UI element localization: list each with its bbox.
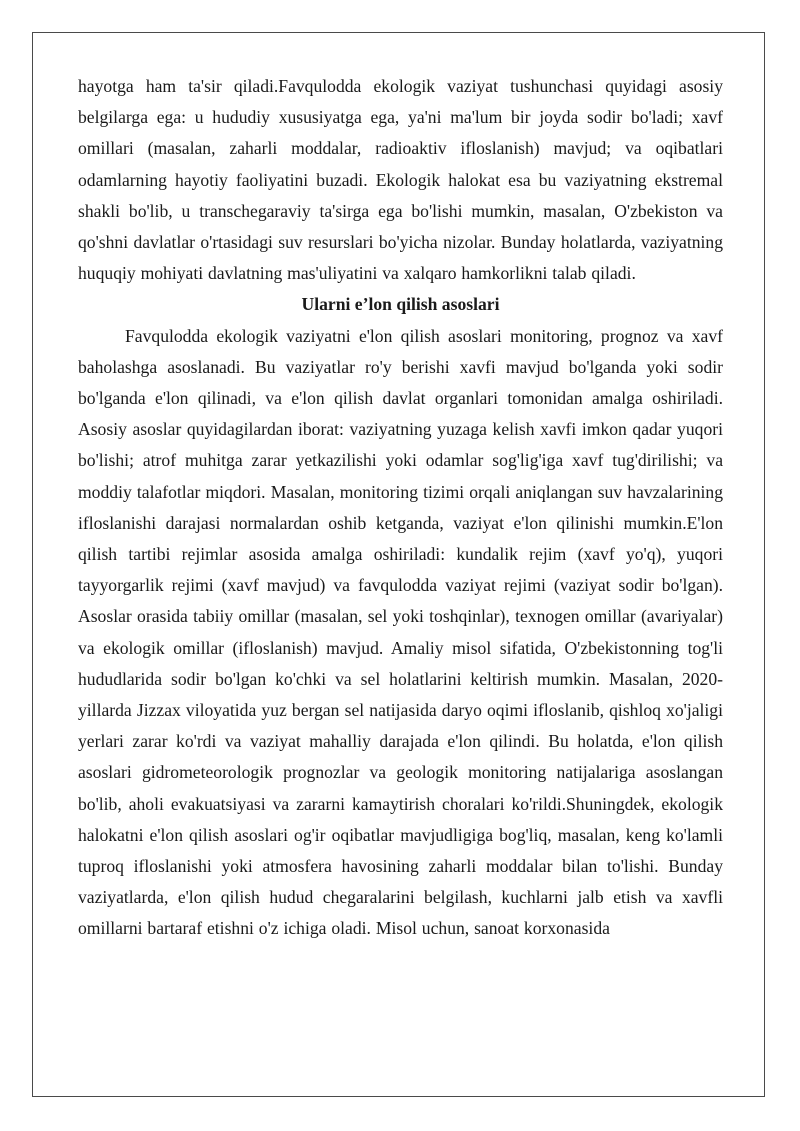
body-paragraph-2: Favqulodda ekologik vaziyatni e'lon qilish asoslari monitoring, prognoz va xavf baholashga asoslanadi. Bu vaziyatlar ro'y berishi xavfi mavjud bo'lganda yoki sodir bo'lganda e'lon qilinadi, va e'lon qilish davlat organlari tomonidan amalga oshiriladi. Asosiy asoslar quyidagilardan iborat: vaziyatning yuzaga kelish xavfi imkon qadar yuqori bo'lishi; atrof muhitga zarar yetkazilishi yoki odamlar sog'lig'iga xavf tug'dirilishi; va moddiy talafotlar miqdori. Masalan, monitoring tizimi orqali aniqlangan suv havzalarining ifloslanishi darajasi normalardan oshib ketganda, vaziyat e'lon qilinishi mumkin.E'lon qilish tartibi rejimlar asosida amalga oshiriladi: kundalik rejim (xavf yo'q), yuqori tayyorgarlik rejimi (xavf mavjud) va favqulodda vaziyat rejimi (vaziyat sodir bo'lgan). Asoslar orasida tabiiy omillar (masalan, sel yoki toshqinlar), texnogen omillar (avariyalar) va ekologik omillar (ifloslanish) mavjud. Amaliy misol sifatida, O'zbekistonning tog'li hududlarida sodir bo'lgan ko'chki va sel holatlarini keltirish mumkin. Masalan, 2020-yillarda Jizzax viloyatida yuz bergan sel natijasida daryo oqimi ifloslanib, qishloq xo'jaligi yerlari zarar ko'rdi va vaziyat mahalliy darajada e'lon qilindi. Bu holatda, e'lon qilish asoslari gidrometeorologik prognozlar va geologik monitoring natijalariga asoslangan bo'lib, aholi evakuatsiyasi va zararni kamaytirish choralari ko'rildi.Shuningdek, ekologik halokatni e'lon qilish asoslari og'ir oqibatlar mavjudligiga bog'liq, masalan, keng ko'lamli tuproq ifloslanishi yoki atmosfera havosining zaharli moddalar bilan to'lishi. Bunday vaziyatlarda, e'lon qilish hudud chegaralarini belgilash, kuchlarni jalb etish va xavfli omillarni bartaraf etishni o'z ichiga oladi. Misol uchun, sanoat korxonasida xyxy=(78,325,723,939)
section-heading: Ularni e’lon qilish asoslari xyxy=(301,294,500,315)
body-paragraph-1: hayotga ham ta'sir qiladi.Favqulodda ekologik vaziyat tushunchasi quyidagi asosiy belgilarga ega: u hududiy xususiyatga ega, ya'ni ma'lum bir joyda sodir bo'ladi; xavf omillari (masalan, zaharli moddalar, radioaktiv ifloslanish) mavjud; va oqibatlari odamlarning hayotiy faoliyatini buzadi. Ekologik halokat esa bu vaziyatning ekstremal shakli bo'lib, u transchegaraviy ta'sirga ega bo'lishi mumkin, masalan, O'zbekiston va qo'shni davlatlar o'rtasidagi suv resurslari bo'yicha nizolar. Bunday holatlarda, vaziyatning huquqiy mohiyati davlatning mas'uliyatini va xalqaro hamkorlikni talab qiladi. xyxy=(78,76,723,284)
document-body xyxy=(78,71,723,945)
